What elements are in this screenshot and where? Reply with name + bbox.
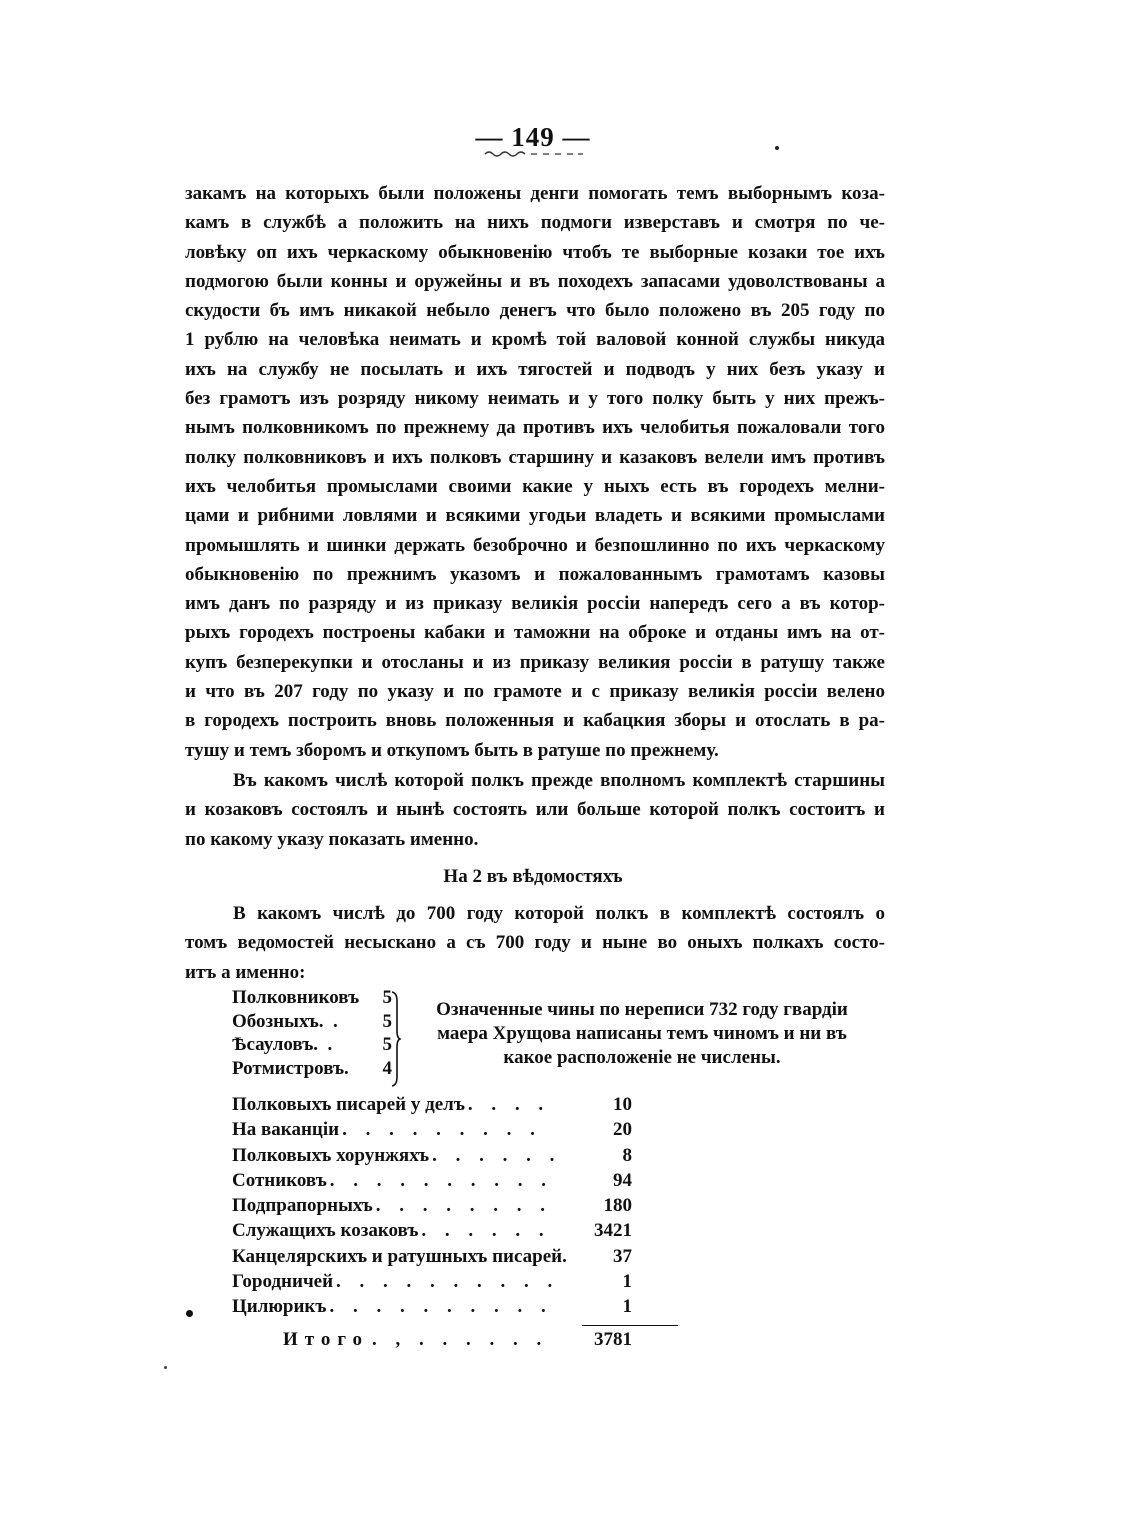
tally-label: Полковыхъ писарей у делъ xyxy=(232,1094,465,1115)
ranks-list xyxy=(232,986,392,1080)
tally-value: 8 xyxy=(622,1144,632,1166)
text-line: камъ в службѣ а положить на нихъ подмоги изверставъ и смотря по че- xyxy=(185,212,885,234)
text-line: ихъ на службу не посылать и ихъ тягостей и подводъ у них безъ указу и xyxy=(185,358,885,380)
tally-leader: . . . . . . xyxy=(432,1144,562,1166)
tally-leader: . . . . . . . . . xyxy=(342,1119,542,1141)
total-value: 3781 xyxy=(594,1329,632,1350)
text-line: 1 рублю на человѣка неимать и кромѣ той валовой конной службы никуда xyxy=(185,329,885,351)
text-line: цами и рибними ловлями и всякими угодьи владеть и всякими промыслами xyxy=(185,505,885,527)
rank-row xyxy=(232,1057,392,1081)
tally-leader: . . . . . . . . . . xyxy=(329,1169,554,1191)
text-line: итъ а именно: xyxy=(185,961,306,983)
note-line: какое расположенiе не числены. xyxy=(503,1047,781,1068)
rank-label: Ѣсауловъ. . xyxy=(232,1034,333,1055)
tally-leader: . . . . . . xyxy=(421,1220,551,1242)
text-line: ихъ челобитья промыслами своими какие у ныхъ есть въ городехъ мелни- xyxy=(185,475,885,497)
text-line: обыкновенiю по прежнимъ указомъ и пожалованнымъ грамотамъ казовы xyxy=(185,563,885,585)
tally-value: 10 xyxy=(613,1094,632,1115)
tally-row xyxy=(232,1269,632,1294)
rank-value: 5 xyxy=(382,1034,392,1055)
tally-label: Полковыхъ хорунжяхъ xyxy=(232,1144,430,1166)
tally-row xyxy=(232,1193,632,1218)
tally-row xyxy=(232,1143,632,1168)
tally-list xyxy=(232,1092,632,1320)
page-number: — 149 — xyxy=(475,122,591,152)
tally-label: Сотниковъ xyxy=(232,1169,327,1191)
text-line: без грамотъ изъ розряду никому неимать и у того полку быть у них прежъ- xyxy=(185,388,885,410)
text-line: томъ ведомостей несыскано а съ 700 году и ныне во оныхъ полкахъ состо- xyxy=(185,932,885,954)
tally-label: Цилюрикъ xyxy=(232,1296,327,1318)
text-line: имъ данъ по разряду и из приказу великiя россiи напередъ сего а въ котор- xyxy=(185,593,885,615)
brace-icon xyxy=(389,991,401,1087)
rank-label: Ротмистровъ. xyxy=(232,1057,349,1079)
tally-row xyxy=(232,1092,632,1117)
rank-row xyxy=(232,1010,392,1034)
ranks-note xyxy=(412,998,872,1070)
tally-label: Служащихъ козаковъ xyxy=(232,1220,419,1242)
main-text xyxy=(185,179,885,854)
tally-leader: . . . . . . . . . . xyxy=(336,1271,560,1293)
tally-row xyxy=(232,1294,632,1319)
tally-row xyxy=(232,1218,632,1243)
rank-value: 4 xyxy=(382,1057,392,1079)
paragraph-2 xyxy=(185,766,885,854)
section-heading: На 2 въ вѣдомостяхъ xyxy=(443,866,623,887)
tally-leader: . . . . . . . . xyxy=(375,1195,553,1217)
paragraph-1 xyxy=(185,179,885,765)
tally-value: 94 xyxy=(613,1169,632,1191)
text-line: рыхъ городехъ построены кабаки и таможни на оброке и отданы имъ на от- xyxy=(185,622,885,644)
text-line: ловѣку оп ихъ черкаскому обыкновенiю чтобъ те выборные козаки тое ихъ xyxy=(185,241,885,263)
stray-dot xyxy=(164,1366,167,1369)
text-line: полку полковниковъ и ихъ полковъ старшину и казаковъ велели имъ противъ xyxy=(185,446,885,468)
text-line: в городехъ построить вновь положенныя и кабацкия зборы и отослать в ра- xyxy=(185,710,885,732)
tally-leader: . . . . . . . . . . xyxy=(329,1296,553,1318)
tally-value: 1 xyxy=(622,1296,632,1318)
text-line: скудости бъ имъ никакой небыло денегъ что было положено въ 205 году по xyxy=(185,300,885,322)
total-row xyxy=(283,1327,632,1353)
text-line: купъ безперекупки и отосланы и из приказу великия россiи в ратушу также xyxy=(185,651,885,673)
total-label: Итого xyxy=(283,1329,370,1350)
rank-label: Полковниковъ xyxy=(232,987,360,1008)
tally-label: Подпрапорныхъ xyxy=(232,1195,373,1217)
paragraph-3 xyxy=(185,899,885,987)
tally-label: Канцелярскихъ и ратушныхъ писарей. xyxy=(232,1245,567,1267)
stray-dot xyxy=(775,146,779,150)
text-line: промышлять и шинки держать безоброчно и безпошлинно по ихъ черкаскому xyxy=(185,534,885,556)
note-line: маера Хрущова написаны темъ чиномъ и ни въ xyxy=(437,1023,847,1044)
sum-rule xyxy=(582,1325,678,1326)
note-line: Означенные чины по нерепиcи 732 году гвардiи xyxy=(436,999,848,1020)
text-line: нымъ полковникомъ по прежнему да противъ ихъ челобитья пожаловали того xyxy=(185,417,885,439)
text-line: и козаковъ состоялъ и нынѣ состоять или больше которой полкъ состоитъ и xyxy=(185,799,885,821)
text-line: подмогою были конны и оружейны и въ походехъ запасами удоволствованы а xyxy=(185,270,885,292)
tally-row xyxy=(232,1117,632,1142)
tally-label: На ваканцiи xyxy=(232,1119,340,1141)
text-line: и что въ 207 году по указу и по грамоте и с приказу великiя россiи велено xyxy=(185,681,885,703)
rank-row xyxy=(232,1033,392,1057)
tally-value: 3421 xyxy=(594,1220,632,1242)
rank-row xyxy=(232,986,392,1010)
tally-label: Городничей xyxy=(232,1271,334,1293)
rank-value: 5 xyxy=(382,1010,392,1032)
tally-value: 180 xyxy=(603,1195,632,1217)
rank-value: 5 xyxy=(382,987,392,1008)
tally-value: 37 xyxy=(613,1245,632,1267)
tally-value: 1 xyxy=(622,1271,632,1293)
text-line: В какомъ числѣ до 700 году которой полкъ в комплектѣ состоялъ о xyxy=(233,903,885,924)
rank-label: Обозныхъ. . xyxy=(232,1010,338,1032)
tally-value: 20 xyxy=(613,1119,632,1141)
tally-leader: . . . . xyxy=(467,1094,551,1115)
text-line: Въ какомъ числѣ которой полкъ прежде вполномъ комплектѣ старшины xyxy=(233,769,885,791)
total-leader: . , . . . . . . xyxy=(372,1329,549,1350)
stray-dot xyxy=(186,1310,193,1317)
tally-row xyxy=(232,1168,632,1193)
text-line: закамъ на которыхъ были положены денги помогать темъ выборнымъ коза- xyxy=(185,183,885,204)
text-line: по какому указу показать именно. xyxy=(185,828,479,850)
page-number-ornament xyxy=(483,148,585,158)
tally-row xyxy=(232,1244,632,1269)
text-line: тушу и темъ зборомъ и откупомъ быть в ратуше по прежнему. xyxy=(185,739,719,761)
